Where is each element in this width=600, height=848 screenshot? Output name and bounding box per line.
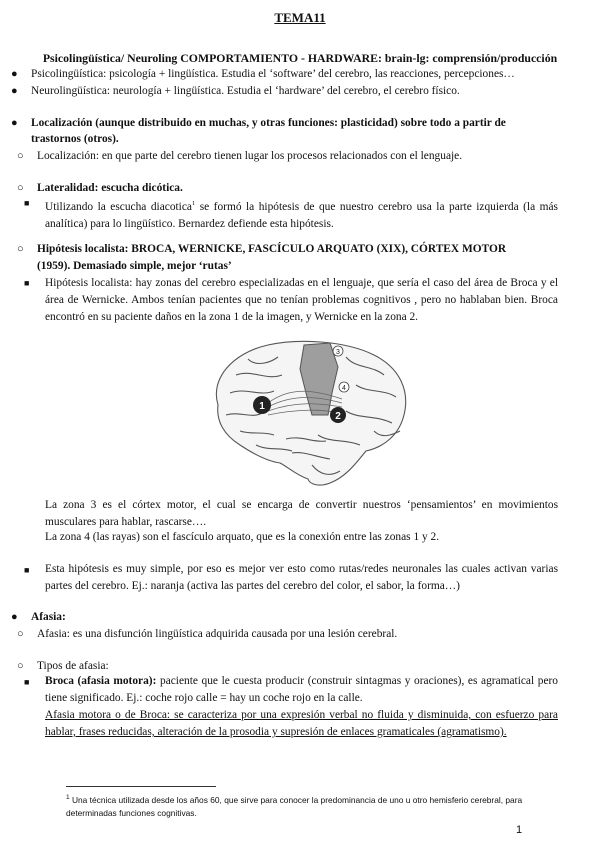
zona3-text: La zona 3 es el córtex motor, el cual se encarga de convertir nuestros ‘pensamientos’ en movimientos musculares para hablar, rascarse…. <box>45 499 558 528</box>
page-number: 1 <box>516 824 523 836</box>
page-subtitle: Psicolingüística/ Neuroling COMPORTAMIENTO - HARDWARE: brain-lg: comprensión/producción <box>42 51 558 65</box>
zone-label: 1 <box>259 401 265 412</box>
zone-label: 2 <box>335 411 341 422</box>
section-heading-localizacion-cont: trastornos (otros). <box>31 133 119 145</box>
filled-bullet-icon: ● <box>11 117 18 129</box>
square-bullet-icon: ■ <box>24 565 30 575</box>
section-heading-afasia: Afasia: <box>31 611 66 623</box>
section-heading-hipotesis: Hipótesis localista: BROCA, WERNICKE, FASCÍCULO ARQUATO (XIX), CÓRTEX MOTOR (1959). Demasiado simple, mejor ‘rutas’ <box>37 243 507 272</box>
broca-text: Broca (afasia motora): paciente que le cuesta producir (construir sintagmas y oraciones), es agramatical pero tiene significado. Ej.: coche rojo calle = hay un coche rojo en la calle. Afasia motora o de Broca: se caracteriza por una expresión verbal no fluida y disminuida, con esfuerzo para hablar, frases reducidas, alteración de la prosodia y supresión de enlaces gramaticales (agramatismo). <box>45 675 558 738</box>
hollow-bullet-icon: ○ <box>17 660 24 672</box>
zone-label: 3 <box>336 349 340 356</box>
page-title: TEMA11 <box>274 10 326 25</box>
square-bullet-icon: ■ <box>24 198 30 208</box>
footnote-divider <box>66 786 216 787</box>
footnote: $^1$ Una técnica utilizada desde los años 60, que sirve para conocer la predominancia de uno u otro hemisferio cerebral, para determinadas funciones cognitivas. <box>66 794 523 818</box>
intro-item: Psicolingüística: psicología + lingüística. Estudia el ‘software’ del cerebro, las reacciones, percepciones… <box>31 68 515 80</box>
zone-label: 4 <box>342 385 346 392</box>
brain-diagram <box>196 335 416 491</box>
hipotesis-text: Hipótesis localista: hay zonas del cerebro especializadas en el lenguaje, que sería el caso del área de Broca y el área de Wernicke. Ambos tenían pacientes que no tenían problemas cognitivos , pero no hablaban bien. Broca encontró en su paciente daños en la zona 1 de la imagen, y Wernicke en la zona 2. <box>45 277 558 323</box>
afasia-definition: Afasia: es una disfunción lingüística adquirida causada por una lesión cerebral. <box>37 628 398 640</box>
hollow-bullet-icon: ○ <box>17 150 24 162</box>
zona4-text: La zona 4 (las rayas) son el fascículo arquato, que es la conexión entre las zonas 1 y 2. <box>45 531 440 543</box>
hollow-bullet-icon: ○ <box>17 628 24 640</box>
intro-item: Neurolingüística: neurología + lingüística. Estudia el ‘hardware’ del cerebro, el cerebro físico. <box>31 85 460 97</box>
filled-bullet-icon: ● <box>11 611 18 623</box>
filled-bullet-icon: ● <box>11 68 18 80</box>
lateralidad-text: Utilizando la escucha diacotica$^1$ se formó la hipótesis de que nuestro cerebro usa la parte izquierda (la más analítica) para lo lingüístico. Bernardez defiende esta hipótesis. <box>45 200 558 230</box>
afasia-tipos: Tipos de afasia: <box>37 660 109 672</box>
section-heading-localizacion: Localización (aunque distribuido en muchas, y otras funciones: plasticidad) sobre todo a partir de <box>31 117 506 129</box>
square-bullet-icon: ■ <box>24 278 30 288</box>
localizacion-item: Localización: en que parte del cerebro tienen lugar los procesos relacionados con el lenguaje. <box>37 150 463 162</box>
hollow-bullet-icon: ○ <box>17 182 24 194</box>
hollow-bullet-icon: ○ <box>17 243 24 255</box>
footnote-ref: 1 <box>191 200 196 207</box>
broca-definition-underlined: Afasia motora o de Broca: se caracteriza por una expresión verbal no fluida y disminuida, con esfuerzo para hablar, frases reducidas, alteración de la prosodia y supresión de enlaces gramaticales (agramatismo). <box>45 709 558 738</box>
filled-bullet-icon: ● <box>11 85 18 97</box>
section-heading-lateralidad: Lateralidad: escucha dicótica. <box>37 182 183 194</box>
square-bullet-icon: ■ <box>24 677 30 687</box>
rutas-text: Esta hipótesis es muy simple, por eso es mejor ver esto como rutas/redes neuronales las cuales activan varias partes del cerebro. Ej.: naranja (activa las partes del cerebro del color, el sabor, la forma…) <box>45 563 558 592</box>
